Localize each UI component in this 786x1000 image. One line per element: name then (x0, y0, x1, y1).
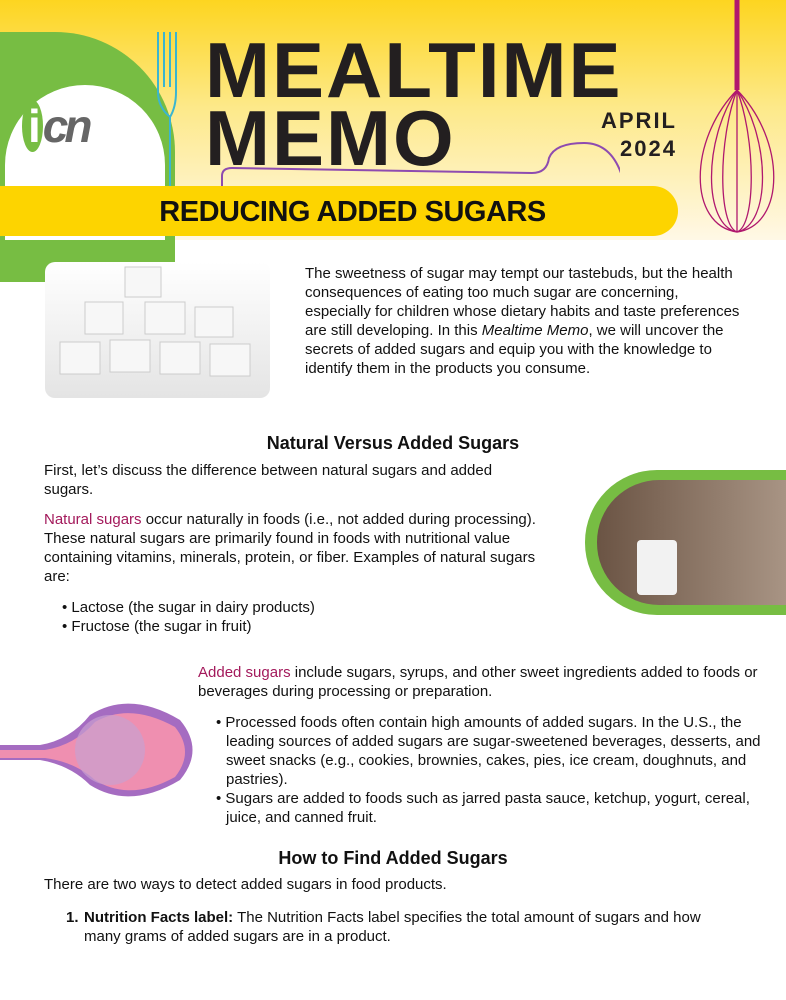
list-item: • Sugars are added to foods such as jarred pasta sauce, ketchup, yogurt, cereal, juice, and canned fruit. (216, 789, 761, 827)
natural-definition: Natural sugars occur naturally in foods (i.e., not added during processing). These natural sugars are primarily found in foods with nutritional value containing vitamins, minerals, protein, or fiber. Examples of natural sugars are: (44, 511, 536, 585)
title-mealtime: MEALTIME (205, 26, 623, 114)
issue-month: APRIL (601, 108, 677, 133)
intro-paragraph: The sweetness of sugar may tempt our tastebuds, but the health consequences of eating too much sugar are concerning, especially for children whose dietary habits and taste preferences are still developing. In this Mealtime Memo, we will uncover the secrets of added sugars and equip you with the knowledge to identify them in the products you consume. (305, 265, 740, 377)
section-heading-find: How to Find Added Sugars (278, 848, 508, 868)
title-memo: MEMO (205, 94, 456, 182)
list-number: 1. (66, 909, 79, 926)
natural-intro: First, let’s discuss the difference between natural sugars and added sugars. (44, 462, 493, 498)
section-heading-natural: Natural Versus Added Sugars (266, 433, 520, 453)
milk-pouring-image (597, 480, 786, 605)
candy-spoon-image (0, 700, 200, 800)
sugar-cubes-image (45, 262, 270, 398)
list-item: • Fructose (the sugar in fruit) (62, 617, 512, 636)
list-item: • Lactose (the sugar in dairy products) (62, 598, 512, 617)
added-list (216, 713, 761, 827)
list-item: • Processed foods often contain high amounts of added sugars. In the U.S., the leading sources of added sugars are sugar-sweetened beverages, desserts, and sweet snacks (e.g., cookies, brownies, cakes, pies, ice cream, doughnuts, and pastries). (216, 713, 761, 789)
added-definition: Added sugars include sugars, syrups, and other sweet ingredients added to foods or beverages during processing or preparation. (198, 664, 758, 700)
natural-list (62, 598, 512, 636)
fork-icon (150, 30, 200, 190)
find-intro: There are two ways to detect added sugars in food products. (44, 876, 447, 893)
milk-image-frame (585, 470, 786, 615)
list-item-text: Nutrition Facts label: The Nutrition Facts label specifies the total amount of sugars and how many grams of added sugars are in a product. (84, 909, 701, 945)
issue-year: 2024 (620, 136, 677, 161)
icn-logo: i cn (22, 100, 88, 152)
find-list-item-1 (66, 908, 736, 946)
topic-title: REDUCING ADDED SUGARS (159, 196, 546, 228)
